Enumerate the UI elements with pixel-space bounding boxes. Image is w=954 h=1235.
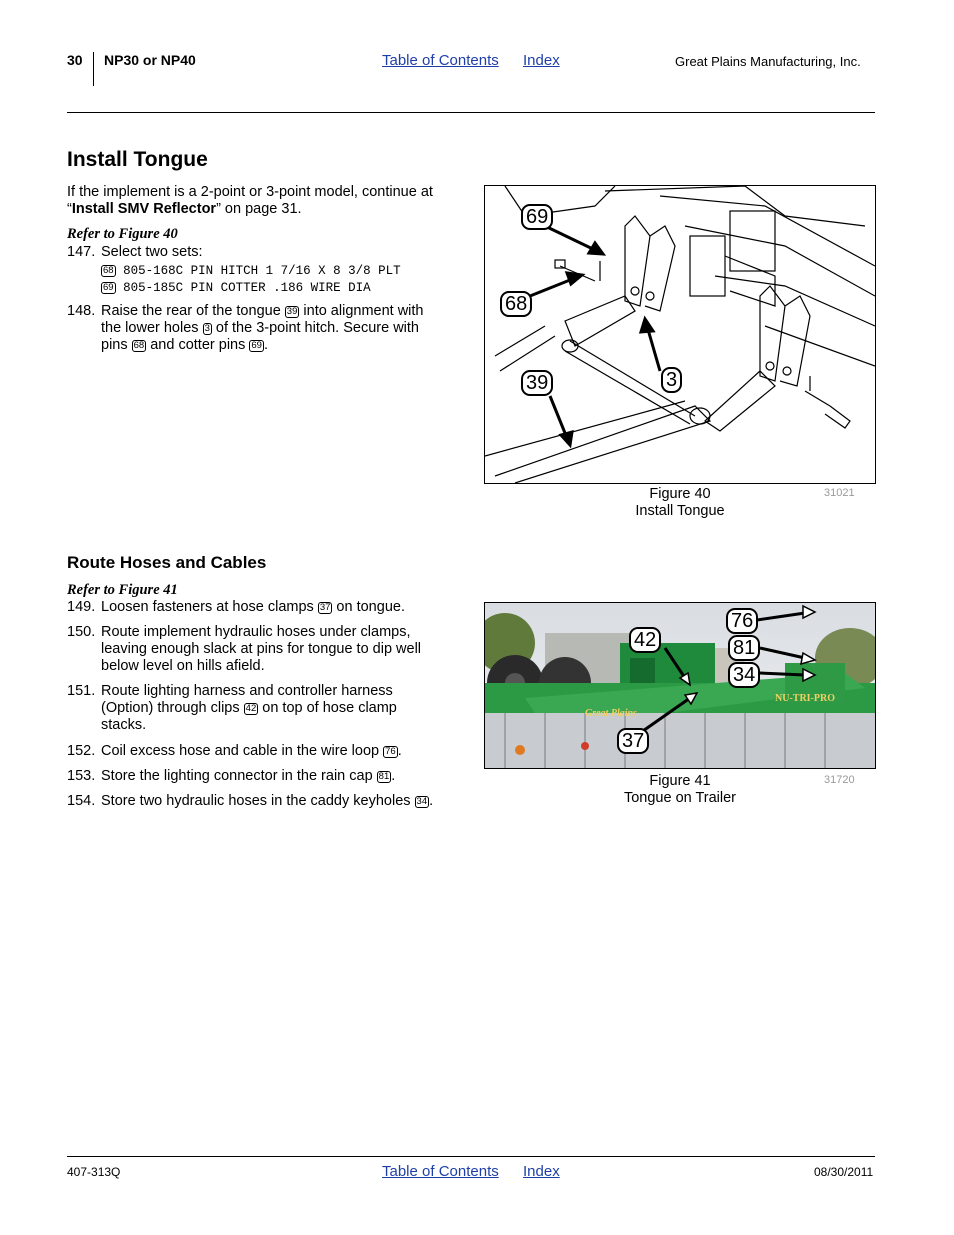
ref-badge: 68 [103,265,114,276]
section-title-install-tongue: Install Tongue [67,148,208,171]
refer-figure-40: Refer to Figure 40 [67,226,178,242]
figure-40-illustration [484,185,876,484]
callout-69: 69 [521,204,553,230]
step-153 [67,768,467,788]
figure-41-title: Tongue on Trailer [623,790,737,806]
ref-badge: 37 [319,602,331,613]
step-number: 150. [67,624,96,640]
callout-34: 34 [728,662,760,688]
decal-great-plains: Great Plains [585,708,637,719]
step-number: 151. [67,683,96,699]
step-number: 147. [67,244,96,260]
step-number: 148. [67,303,96,319]
header-divider [93,52,94,86]
step-text: Route lighting harness and controller harness (Option) through clips 42 on top of hose clamp stacks. [101,683,397,733]
figure-41-number: Figure 41 [649,773,711,789]
footer-date: 08/30/2011 [814,1165,874,1179]
callout-37: 37 [617,728,649,754]
header-rule [67,112,875,113]
step-text: Store two hydraulic hoses in the caddy keyholes 34 . [101,793,434,809]
figure-41-caption [580,773,780,807]
step-text: Select two sets: [101,244,203,260]
page-number: 30 [67,52,83,68]
part-line-69 [101,280,371,296]
tongue-on-trailer-photo [485,603,875,768]
ref-badge: 81 [378,771,390,782]
footer-rule [67,1156,875,1157]
intro-paragraph [67,184,467,218]
step-149 [67,599,467,619]
ref-badge: 39 [286,306,298,317]
step-number: 149. [67,599,96,615]
company-name: Great Plains Manufacturing, Inc. [675,54,861,69]
step-147 [67,244,467,264]
intro-text: If the implement is a 2-point or 3-point model, continue at “ [67,184,433,217]
step-text: Loosen fasteners at hose clamps 37 on tongue. [101,599,405,615]
figure-40-caption [580,486,780,520]
intro-text-end: ” on page 31. [216,201,302,217]
step-number: 154. [67,793,96,809]
step-154 [67,793,467,813]
ref-badge: 34 [416,796,428,807]
hitch-line-drawing [485,186,875,483]
step-text: Route implement hydraulic hoses under clamps, leaving enough slack at pins for tongue to dip well below level on hills afield. [101,624,422,674]
decal-nutripro: NU-TRI-PRO [775,693,835,704]
ref-badge: 69 [103,282,114,293]
doc-number: 407-313Q [67,1165,121,1179]
step-text: Coil excess hose and cable in the wire loop 76 . [101,743,402,759]
callout-76: 76 [726,608,758,634]
figure-40-id: 31021 [824,487,855,499]
step-text: Store the lighting connector in the rain cap 81 . [101,768,396,784]
part-text: 805-168C PIN HITCH 1 7/16 X 8 3/8 PLT [123,264,401,278]
callout-68: 68 [500,291,532,317]
part-line-68 [101,263,401,279]
figure-41-photo [484,602,876,769]
step-151 [67,683,467,739]
callout-42: 42 [629,627,661,653]
ref-badge: 76 [385,746,396,757]
step-text: Raise the rear of the tongue 39 into alignment with the lower holes 3 of the 3-point hitch. Secure with pins 68 and cotter pins 69 . [101,303,424,353]
callout-3: 3 [661,367,682,393]
intro-link-bold: Install SMV Reflector [71,201,217,217]
ref-badge: 3 [204,323,210,334]
toc-link[interactable]: Table of Contents [382,52,499,69]
ref-badge: 42 [245,703,257,714]
step-150 [67,624,467,680]
section-title-route-hoses: Route Hoses and Cables [67,553,267,572]
figure-40-title: Install Tongue [635,503,725,519]
footer-toc-link[interactable]: Table of Contents [382,1163,499,1180]
step-152 [67,743,467,763]
index-link[interactable]: Index [523,52,560,69]
step-number: 153. [67,768,96,784]
ref-badge: 69 [251,340,262,351]
callout-39: 39 [521,370,553,396]
model-name: NP30 or NP40 [104,52,196,68]
figure-40-number: Figure 40 [649,486,711,502]
callout-81: 81 [728,635,760,661]
footer-index-link[interactable]: Index [523,1163,560,1180]
step-148 [67,303,467,359]
step-number: 152. [67,743,96,759]
refer-figure-41: Refer to Figure 41 [67,582,178,598]
ref-badge: 68 [133,340,145,351]
part-text: 805-185C PIN COTTER .186 WIRE DIA [123,281,371,295]
figure-41-id: 31720 [824,774,855,786]
